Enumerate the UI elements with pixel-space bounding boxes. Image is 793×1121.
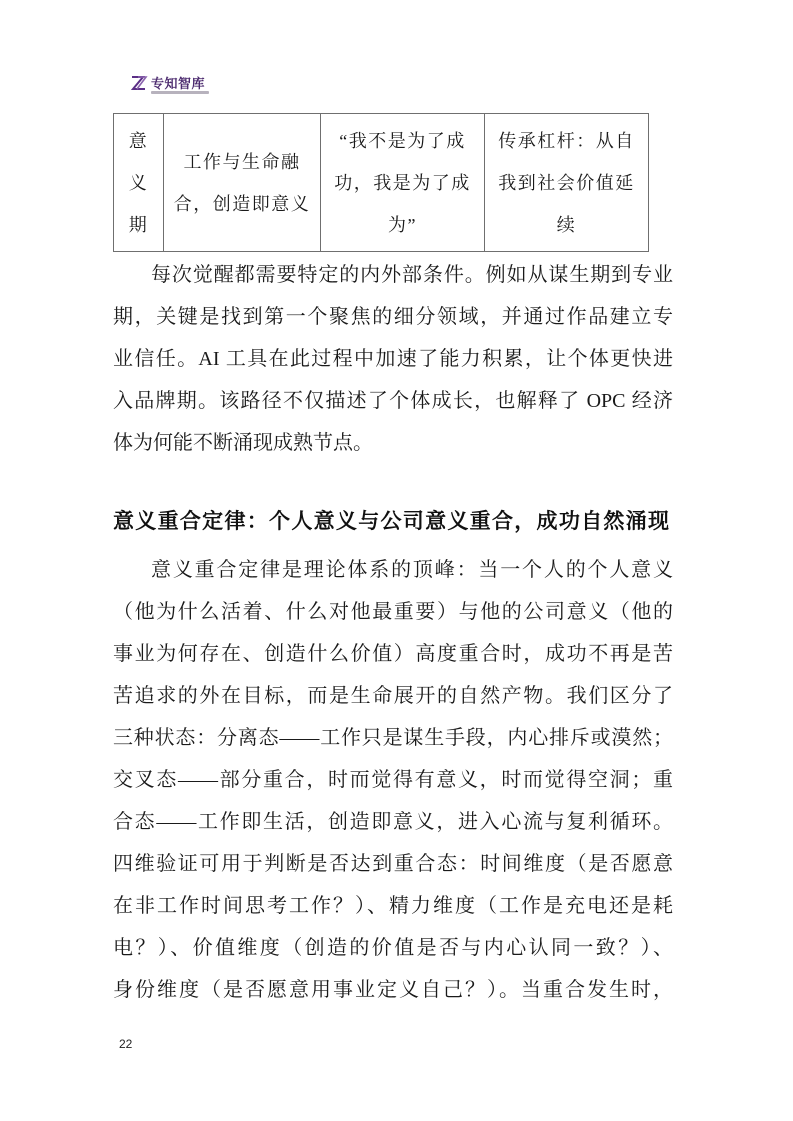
paragraph-line: 身份维度（是否愿意用事业定义自己？）。当重合发生时， xyxy=(113,979,673,1001)
logo-tagline xyxy=(151,91,209,94)
paragraph-line: 业信任。AI 工具在此过程中加速了能力积累，让个体更快进 xyxy=(113,348,673,370)
table-cell-characteristic xyxy=(164,114,321,252)
table-cell-quote xyxy=(321,114,485,252)
cell-line: 意 xyxy=(128,130,149,151)
paragraph-line: 体为何能不断涌现成熟节点。 xyxy=(113,432,373,454)
paragraph-line: （他为什么活着、什么对他最重要）与他的公司意义（他的 xyxy=(113,601,673,623)
cell-line: 续 xyxy=(556,214,577,235)
header-logo xyxy=(130,72,250,98)
cell-line: 我到社会价值延 xyxy=(498,172,635,193)
paragraph-line: 每次觉醒都需要特定的内外部条件。例如从谋生期到专业 xyxy=(151,264,673,286)
paragraph-line: 期，关键是找到第一个聚焦的细分领域，并通过作品建立专 xyxy=(113,306,673,328)
section-heading: 意义重合定律：个人意义与公司意义重合，成功自然涌现 xyxy=(113,510,669,533)
cell-line: 期 xyxy=(128,214,149,235)
cell-line: 工作与生命融 xyxy=(183,151,301,172)
cell-line: 合，创造即意义 xyxy=(173,193,311,214)
paragraph-line: 意义重合定律是理论体系的顶峰：当一个人的个人意义 xyxy=(151,559,673,581)
paragraph-line: 事业为何存在、创造什么价值）高度重合时，成功不再是苦 xyxy=(113,643,673,665)
body-paragraph-2 xyxy=(113,549,673,1011)
paragraph-line: 入品牌期。该路径不仅描述了个体成长，也解释了 OPC 经济 xyxy=(113,390,673,412)
paragraph-line: 三种状态：分离态——工作只是谋生手段，内心排斥或漠然； xyxy=(113,727,673,749)
table-cell-leverage xyxy=(485,114,649,252)
stage-table xyxy=(113,113,649,252)
paragraph-line: 四维验证可用于判断是否达到重合态：时间维度（是否愿意 xyxy=(113,853,673,875)
table-cell-stage-name xyxy=(114,114,164,252)
cell-line: “我不是为了成 xyxy=(339,130,466,151)
zhuanzhi-logo-icon xyxy=(130,74,148,92)
table-row xyxy=(114,114,649,252)
logo-text: 专知智库 xyxy=(151,76,206,91)
page-number: 22 xyxy=(119,1037,133,1051)
paragraph-line: 在非工作时间思考工作？）、精力维度（工作是充电还是耗 xyxy=(113,895,673,917)
cell-line: 义 xyxy=(128,172,149,193)
cell-line: 传承杠杆：从自 xyxy=(498,130,635,151)
paragraph-line: 苦追求的外在目标，而是生命展开的自然产物。我们区分了 xyxy=(113,685,673,707)
cell-line: 为” xyxy=(388,214,417,235)
paragraph-line: 合态——工作即生活，创造即意义，进入心流与复利循环。 xyxy=(113,811,673,833)
body-paragraph-1 xyxy=(113,254,673,464)
paragraph-line: 交叉态——部分重合，时而觉得有意义，时而觉得空洞；重 xyxy=(113,769,673,791)
cell-line: 功，我是为了成 xyxy=(334,172,471,193)
paragraph-line: 电？）、价值维度（创造的价值是否与内心认同一致？）、 xyxy=(113,937,673,959)
